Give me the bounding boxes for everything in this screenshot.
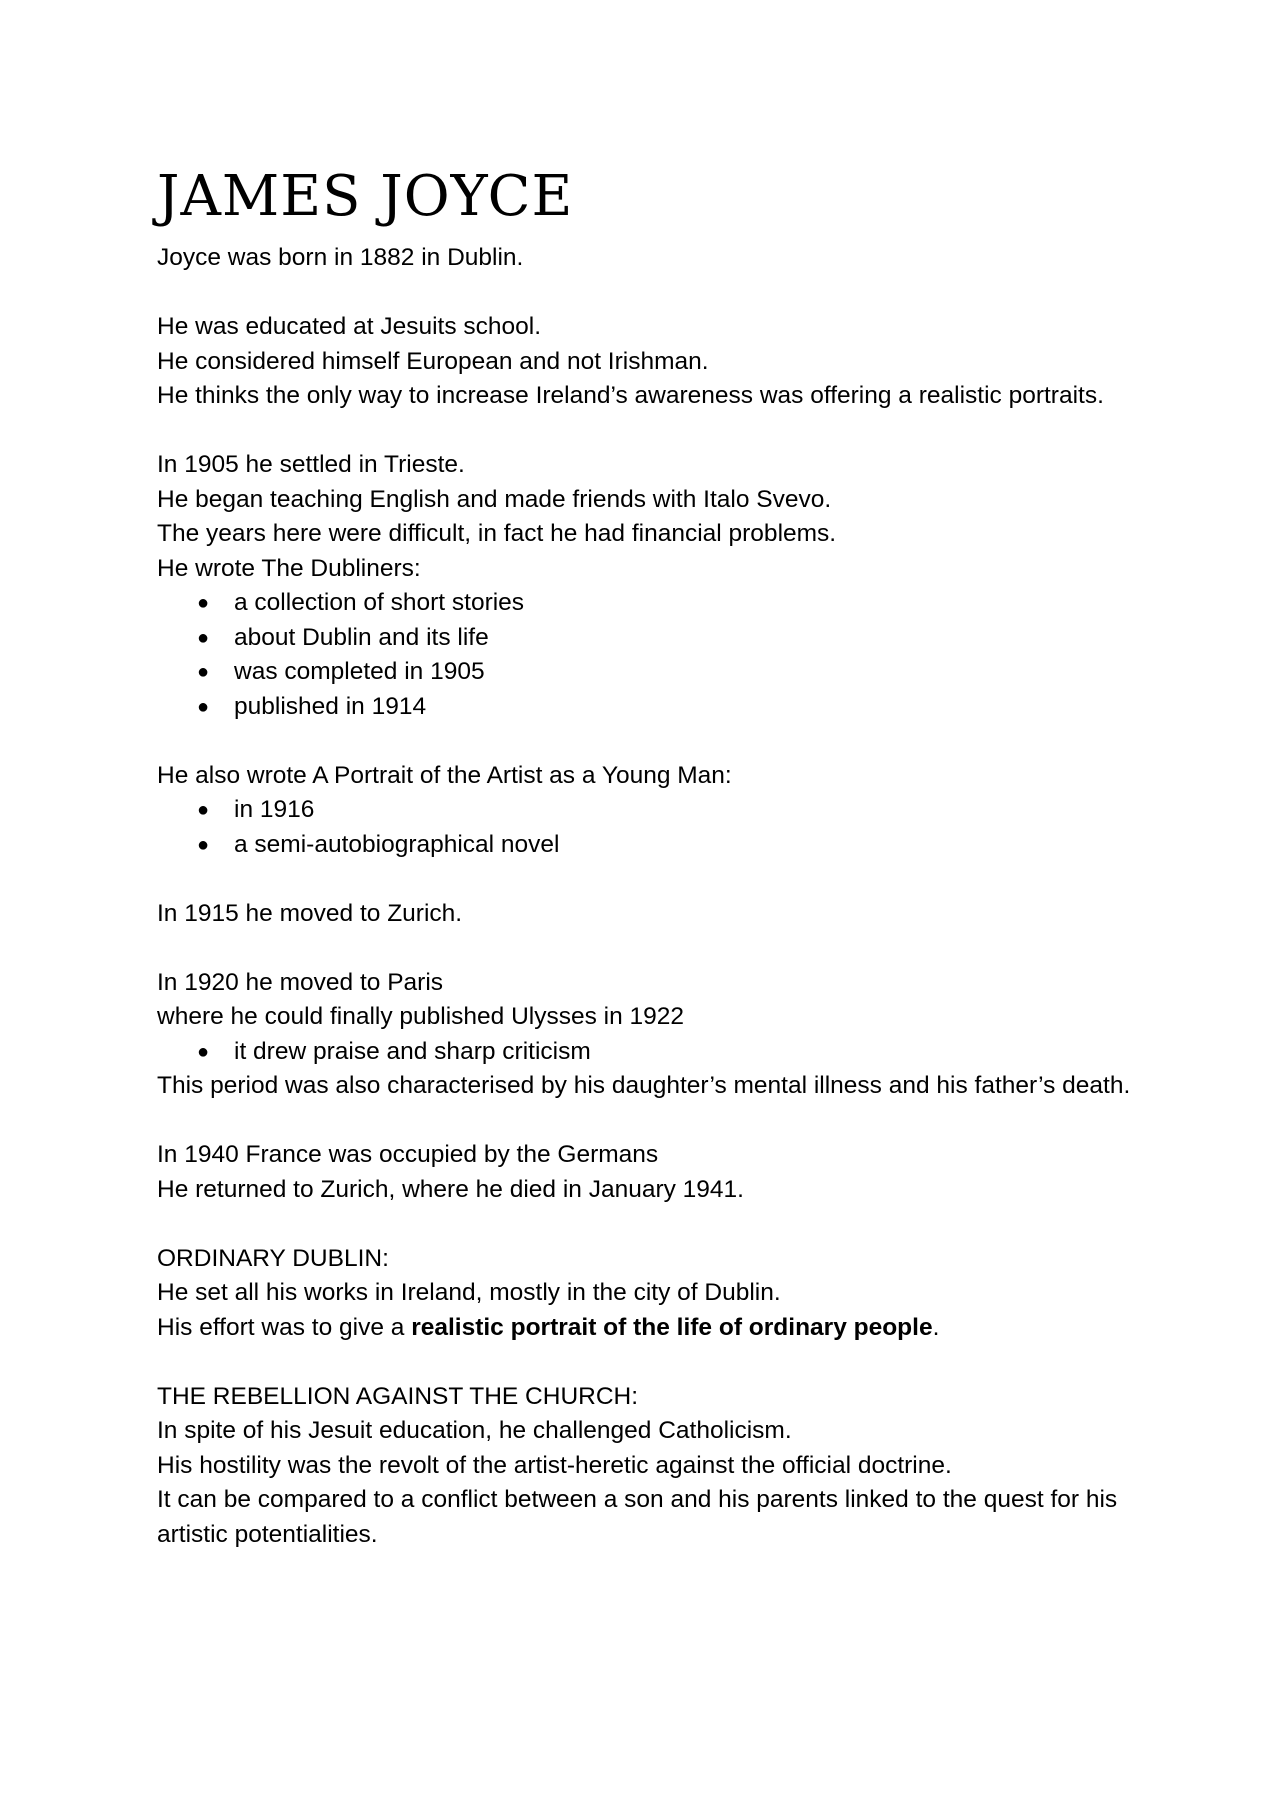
- document-page: [157, 0, 1157, 1552]
- paragraph-born: Joyce was born in 1882 in Dublin.: [157, 244, 524, 271]
- bold-phrase: realistic portrait of the life of ordinary people: [411, 1313, 933, 1341]
- bullet-icon: ●: [197, 1040, 210, 1063]
- paragraph-zurich: In 1915 he moved to Zurich.: [157, 899, 463, 927]
- spacer: [157, 724, 1157, 759]
- paragraph-portrait: He also wrote A Portrait of the Artist as a Young Man:: [157, 761, 732, 789]
- list-item: [157, 828, 1157, 863]
- list-item: [157, 1035, 1157, 1070]
- spacer: [157, 862, 1157, 897]
- paragraph-years: The years here were difficult, in fact he had financial problems.: [157, 520, 837, 547]
- bullet-icon: ●: [197, 833, 210, 856]
- portrait-list: [157, 793, 1157, 862]
- paragraph-rebellion-1: In spite of his Jesuit education, he challenged Catholicism.: [157, 1417, 792, 1444]
- spacer: [157, 276, 1157, 311]
- paragraph-rebellion-2: His hostility was the revolt of the artist-heretic against the official doctrine.: [157, 1451, 952, 1479]
- paragraph-returned: He returned to Zurich, where he died in January 1941.: [157, 1175, 744, 1203]
- list-item-text: a collection of short stories: [234, 589, 525, 616]
- paragraph-rebellion-3: It can be compared to a conflict between a son and his parents linked to the quest for his artistic potentialities.: [157, 1486, 1118, 1548]
- bullet-icon: ●: [197, 661, 210, 683]
- paragraph-ulysses: where he could finally published Ulysses in 1922: [157, 1003, 685, 1030]
- bullet-icon: ●: [197, 626, 210, 649]
- list-item: [157, 586, 1157, 621]
- list-item-text: it drew praise and sharp criticism: [234, 1037, 591, 1065]
- list-item-text: published in 1914: [234, 692, 427, 720]
- paragraph-paris: In 1920 he moved to Paris: [157, 968, 444, 996]
- list-item-text: in 1916: [234, 796, 315, 823]
- text-segment: His effort was to give a: [157, 1313, 412, 1341]
- list-item: [157, 621, 1157, 656]
- bullet-icon: ●: [197, 592, 210, 614]
- list-item-text: was completed in 1905: [234, 658, 485, 685]
- text-segment: .: [932, 1313, 940, 1341]
- paragraph-thinks: He thinks the only way to increase Ireland’s awareness was offering a realistic portraits.: [157, 382, 1104, 409]
- spacer: [157, 931, 1157, 966]
- list-item: [157, 655, 1157, 690]
- dubliners-list: [157, 586, 1157, 724]
- bullet-icon: ●: [197, 695, 210, 718]
- spacer: [157, 1207, 1157, 1242]
- paragraph-ordinary-1: He set all his works in Ireland, mostly in the city of Dublin.: [157, 1279, 781, 1306]
- paragraph-period: This period was also characterised by his daughter’s mental illness and his father’s death.: [157, 1072, 1131, 1099]
- ulysses-list: [157, 1035, 1157, 1070]
- paragraph-dubliners: He wrote The Dubliners:: [157, 554, 421, 582]
- section-heading-ordinary-dublin: ORDINARY DUBLIN:: [157, 1244, 389, 1272]
- paragraph-educated: He was educated at Jesuits school.: [157, 313, 542, 340]
- spacer: [157, 1104, 1157, 1139]
- spacer: [157, 414, 1157, 449]
- paragraph-france: In 1940 France was occupied by the Germans: [157, 1141, 659, 1168]
- list-item-text: about Dublin and its life: [234, 623, 489, 651]
- list-item-text: a semi-autobiographical novel: [234, 830, 560, 858]
- spacer: [157, 1345, 1157, 1380]
- list-item: [157, 793, 1157, 828]
- paragraph-trieste: In 1905 he settled in Trieste.: [157, 451, 465, 478]
- document-title: JAMES JOYCE: [157, 164, 574, 229]
- paragraph-ordinary-2: [157, 1311, 1157, 1346]
- bullet-icon: ●: [197, 799, 210, 821]
- paragraph-teaching: He began teaching English and made friends with Italo Svevo.: [157, 485, 832, 513]
- section-heading-rebellion: THE REBELLION AGAINST THE CHURCH:: [157, 1382, 639, 1410]
- paragraph-european: He considered himself European and not Irishman.: [157, 347, 709, 375]
- list-item: [157, 690, 1157, 725]
